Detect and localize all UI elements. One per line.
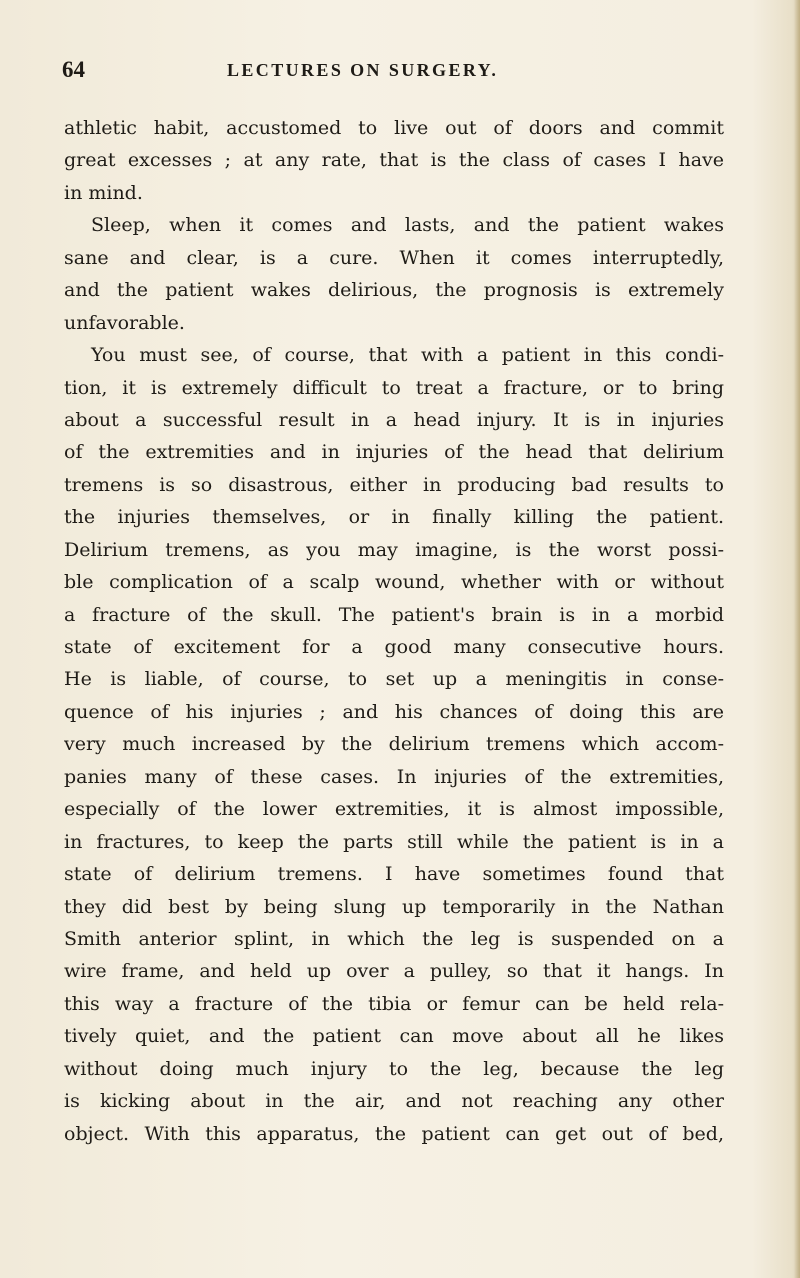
text-line: the injuries themselves, or in finally killing the patient. [64, 506, 724, 529]
text-line: Sleep, when it comes and lasts, and the patient wakes [91, 214, 724, 237]
text-line: of the extremities and in injuries of the head that delirium [64, 441, 724, 464]
page-edge-shadow [794, 0, 800, 1278]
text-line: state of excitement for a good many consecutive hours. [64, 636, 724, 658]
text-line: great excesses ; at any rate, that is the class of cases I have [64, 149, 724, 172]
text-line: about a successful result in a head injury. It is in injuries [64, 408, 724, 431]
text-line: a fracture of the skull. The patient's brain is in a morbid [64, 603, 724, 626]
text-line: unfavorable. [64, 311, 185, 334]
text-line: wire frame, and held up over a pulley, so that it hangs. In [64, 960, 724, 983]
text-line: You must see, of course, that with a patient in this condi- [91, 344, 724, 367]
text-line: is kicking about in the air, and not reaching any other [64, 1090, 724, 1113]
text-line: state of delirium tremens. I have sometimes found that [64, 863, 724, 886]
text-line: this way a fracture of the tibia or femur can be held rela- [64, 992, 724, 1015]
text-line: they did best by being slung up temporarily in the Nathan [64, 895, 724, 918]
text-line: ble complication of a scalp wound, whether with or without [64, 571, 724, 594]
text-line: athletic habit, accustomed to live out of doors and commit [64, 117, 724, 139]
running-head: LECTURES ON SURGERY. [227, 60, 499, 80]
text-line: Delirium tremens, as you may imagine, is the worst possi- [64, 538, 724, 561]
text-line: He is liable, of course, to set up a meningitis in conse- [64, 668, 724, 691]
paragraph [64, 209, 724, 339]
text-line: especially of the lower extremities, it is almost impossible, [64, 798, 724, 821]
text-line: quence of his injuries ; and his chances of doing this are [64, 700, 724, 723]
body-text [64, 112, 724, 1150]
text-line: tively quiet, and the patient can move about all he likes [64, 1025, 724, 1048]
text-line: very much increased by the delirium tremens which accom- [64, 733, 724, 756]
text-line: object. With this apparatus, the patient can get out of bed, [64, 1122, 724, 1145]
text-line: tion, it is extremely difficult to treat a fracture, or to bring [64, 376, 724, 399]
text-line: sane and clear, is a cure. When it comes interruptedly, [64, 246, 724, 269]
text-line: in mind. [64, 181, 143, 204]
paragraph [64, 112, 724, 209]
page-header [62, 55, 722, 85]
text-line: and the patient wakes delirious, the prognosis is extremely [64, 279, 724, 302]
page-number: 64 [62, 57, 85, 82]
paragraph [64, 339, 724, 1150]
text-line: panies many of these cases. In injuries of the extremities, [64, 765, 724, 788]
text-line: in fractures, to keep the parts still while the patient is in a [64, 830, 724, 853]
text-line: without doing much injury to the leg, because the leg [64, 1057, 724, 1080]
text-line: tremens is so disastrous, either in producing bad results to [64, 473, 724, 496]
text-line: Smith anterior splint, in which the leg is suspended on a [64, 927, 724, 950]
